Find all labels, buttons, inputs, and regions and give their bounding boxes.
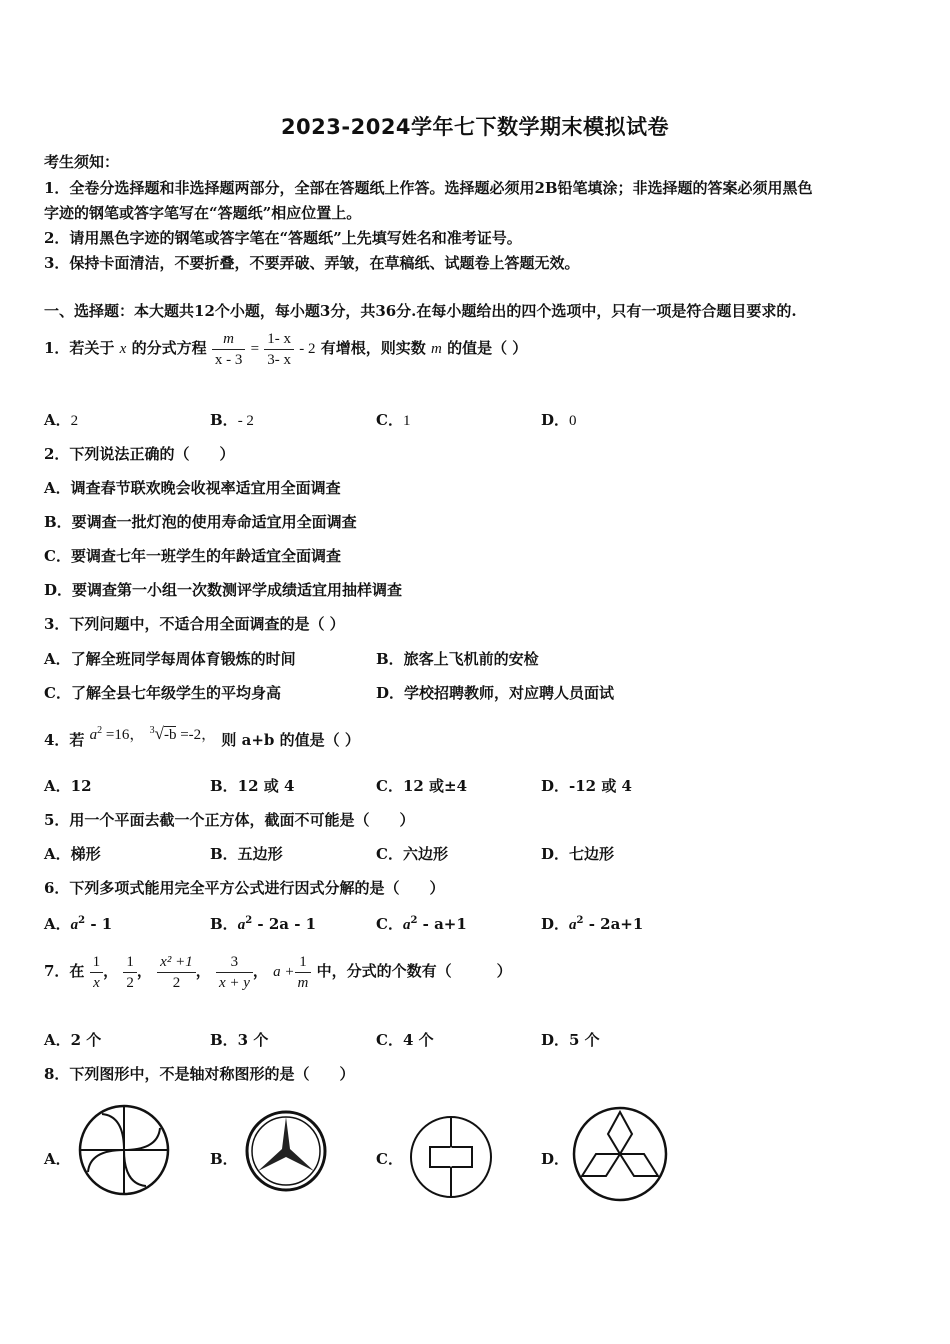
q5-option-b[interactable]: B．五边形: [210, 845, 283, 863]
q7-comma-3: ，: [195, 962, 211, 980]
q4-option-d[interactable]: D．-12 或 4: [541, 777, 632, 795]
q1-var-x: x: [119, 341, 127, 357]
q1-frac2-num: 1- x: [264, 329, 294, 350]
q1-option-b-label: B．: [210, 411, 238, 429]
q7-comma-2: ，: [136, 962, 152, 980]
question-5-stem: 5．用一个平面去截一个正方体，截面不可能是（ ）: [44, 811, 415, 829]
q6-option-a-rest: - 1: [85, 915, 113, 933]
q7-f4-den: x + y: [218, 974, 250, 991]
q4-var-a: a: [89, 727, 98, 743]
q7-f5-den: m: [297, 974, 309, 991]
q7-f3-den: 2: [172, 974, 181, 991]
q4-suffix: 则 a+b 的值是（ ）: [221, 731, 360, 749]
q7-f5-num: 1: [295, 952, 312, 973]
q1-option-a-value: 2: [70, 413, 79, 429]
q1-tail: - 2: [299, 341, 316, 357]
q2-option-c[interactable]: C．要调查七年一班学生的年龄适宜全面调查: [44, 547, 341, 565]
question-1-stem: [44, 328, 527, 370]
q6-option-c-label: C．: [376, 915, 403, 933]
q7-f2-num: 1: [123, 952, 137, 973]
q7-option-a[interactable]: A．2 个: [44, 1031, 102, 1049]
q8-figure-a-pinwheel-icon[interactable]: [78, 1104, 170, 1196]
q7-option-b[interactable]: B．3 个: [210, 1031, 269, 1049]
q6-option-b-var: a: [237, 917, 246, 933]
q7-option-d[interactable]: D．5 个: [541, 1031, 600, 1049]
q4-expr1-rest: =16，: [102, 727, 145, 743]
q6-option-d-rest: - 2a+1: [583, 915, 644, 933]
q1-frac1-den: x - 3: [214, 351, 243, 368]
q4-expr1: [90, 727, 145, 743]
q5-option-d[interactable]: D．七边形: [541, 845, 615, 863]
q1-fraction-2: [264, 329, 294, 370]
q7-comma-1: ，: [103, 962, 119, 980]
q6-option-c-exp: 2: [410, 915, 418, 926]
q1-option-b-value: - 2: [237, 413, 254, 429]
question-7-stem: [44, 950, 512, 993]
q3-option-d[interactable]: D．学校招聘教师，对应聘人员面试: [376, 684, 615, 702]
q8-label-a[interactable]: A．: [44, 1150, 71, 1168]
q4-expr2-rest: =-2，: [176, 727, 217, 743]
question-6-stem: 6．下列多项式能用完全平方公式进行因式分解的是（ ）: [44, 879, 445, 897]
q1-fraction-1: [212, 329, 246, 370]
q3-option-c[interactable]: C．了解全县七年级学生的平均身高: [44, 684, 281, 702]
q5-option-a[interactable]: A．梯形: [44, 845, 101, 863]
q6-option-b-exp: 2: [245, 915, 253, 926]
q6-option-c-rest: - a+1: [417, 915, 467, 933]
q4-root-index: 3: [149, 725, 155, 736]
q6-option-d-exp: 2: [576, 915, 584, 926]
q6-option-d[interactable]: [541, 911, 643, 935]
q6-option-b[interactable]: [210, 911, 316, 935]
q4-prefix: 4．若: [44, 731, 85, 749]
q3-option-a[interactable]: A．了解全班同学每周体育锻炼的时间: [44, 650, 296, 668]
q4-cube-root: $^3$√-b =-2，: [149, 724, 217, 743]
q8-figure-d-three-diamond-icon[interactable]: [572, 1106, 668, 1202]
section-heading: 一、选择题：本大题共12个小题，每小题3分，共36分.在每小题给出的四个选项中，只有一项是符合题目要求的.: [44, 302, 797, 320]
q1-option-d-label: D．: [541, 411, 570, 429]
q6-option-d-var: a: [569, 917, 577, 933]
q6-option-a-exp: 2: [78, 915, 86, 926]
q4-option-b[interactable]: B．12 或 4: [210, 777, 295, 795]
q7-f1-num: 1: [90, 952, 104, 973]
q6-option-b-rest: - 2a - 1: [252, 915, 317, 933]
q7-comma-4: ，: [252, 962, 268, 980]
q1-option-c[interactable]: [376, 410, 410, 431]
q6-option-a-label: A．: [44, 915, 71, 933]
q7-option-c[interactable]: C．4 个: [376, 1031, 434, 1049]
q8-figure-b-three-star-icon[interactable]: [244, 1109, 328, 1193]
notice-item-1: 1．全卷分选择题和非选择题两部分，全部在答题纸上作答。选择题必须用2B铅笔填涂；非选择题的答案必须用黑色: [44, 179, 813, 197]
q7-fraction-3: [157, 952, 196, 993]
q4-root-arg: -b: [163, 727, 177, 743]
q7-prefix: 7．在: [44, 962, 85, 980]
q4-option-c[interactable]: C．12 或±4: [376, 777, 468, 795]
q8-label-b[interactable]: B．: [210, 1150, 238, 1168]
notice-item-2: 2．请用黑色字迹的钢笔或答字笔在“答题纸”上先填写姓名和准考证号。: [44, 229, 522, 247]
q1-option-d[interactable]: [541, 410, 577, 431]
q7-fraction-4: [216, 952, 253, 993]
q7-fraction-5: [295, 952, 312, 993]
q7-suffix: 中，分式的个数有（ ）: [316, 962, 512, 980]
q1-frac1-num: m: [212, 329, 246, 350]
q8-figure-c-box-icon[interactable]: [408, 1114, 494, 1200]
q7-f2-den: 2: [126, 974, 134, 991]
q5-option-c[interactable]: C．六边形: [376, 845, 448, 863]
question-8-stem: 8．下列图形中，不是轴对称图形的是（ ）: [44, 1065, 355, 1083]
q2-option-a[interactable]: A．调查春节联欢晚会收视率适宜用全面调查: [44, 479, 341, 497]
q4-exponent: 2: [97, 725, 103, 736]
notice-heading: 考生须知：: [44, 153, 120, 171]
q1-prefix: 1．若关于: [44, 339, 115, 357]
q3-option-b[interactable]: B．旅客上飞机前的安检: [376, 650, 539, 668]
q2-option-d[interactable]: D．要调查第一小组一次数测评学成绩适宜用抽样调查: [44, 581, 403, 599]
q4-option-a[interactable]: A．12: [44, 777, 92, 795]
q6-option-a[interactable]: [44, 911, 112, 935]
q1-option-b[interactable]: [210, 410, 254, 431]
q1-option-c-value: 1: [402, 413, 411, 429]
q6-option-d-label: D．: [541, 915, 570, 933]
q1-mid: 的分式方程: [131, 339, 207, 357]
question-2-stem: 2．下列说法正确的（ ）: [44, 445, 235, 463]
question-4-stem: [44, 722, 360, 756]
q2-option-b[interactable]: B．要调查一批灯泡的使用寿命适宜用全面调查: [44, 513, 357, 531]
q1-option-a-label: A．: [44, 411, 71, 429]
q7-f5-prefix: a +: [273, 964, 295, 980]
q1-suffix1: 有增根，则实数: [320, 339, 426, 357]
page-title: 2023-2024学年七下数学期末模拟试卷: [280, 115, 670, 139]
q1-option-c-label: C．: [376, 411, 403, 429]
q6-option-a-var: a: [70, 917, 79, 933]
q7-f4-num: 3: [216, 952, 253, 973]
q1-equals: =: [250, 341, 260, 357]
question-3-stem: 3．下列问题中，不适合用全面调查的是（ ）: [44, 615, 345, 633]
q7-f3-num: x² +1: [157, 952, 196, 973]
notice-item-1-cont: 字迹的钢笔或答字笔写在“答题纸”相应位置上。: [44, 204, 362, 222]
q1-suffix2: 的值是（ ）: [447, 339, 528, 357]
q1-option-a[interactable]: [44, 410, 78, 431]
notice-item-3: 3．保持卡面清洁，不要折叠，不要弄破、弄皱，在草稿纸、试题卷上答题无效。: [44, 254, 580, 272]
q7-f1-den: x: [93, 974, 100, 991]
q6-option-c-var: a: [402, 917, 411, 933]
q1-option-d-value: 0: [569, 413, 577, 429]
q8-label-c[interactable]: C．: [376, 1150, 403, 1168]
q1-var-m: m: [430, 341, 442, 357]
q1-frac2-den: 3- x: [267, 351, 292, 368]
q6-option-c[interactable]: [376, 911, 467, 935]
q7-fraction-2: [123, 952, 137, 993]
q7-fraction-1: [90, 952, 104, 993]
q6-option-b-label: B．: [210, 915, 238, 933]
q8-label-d[interactable]: D．: [541, 1150, 570, 1168]
